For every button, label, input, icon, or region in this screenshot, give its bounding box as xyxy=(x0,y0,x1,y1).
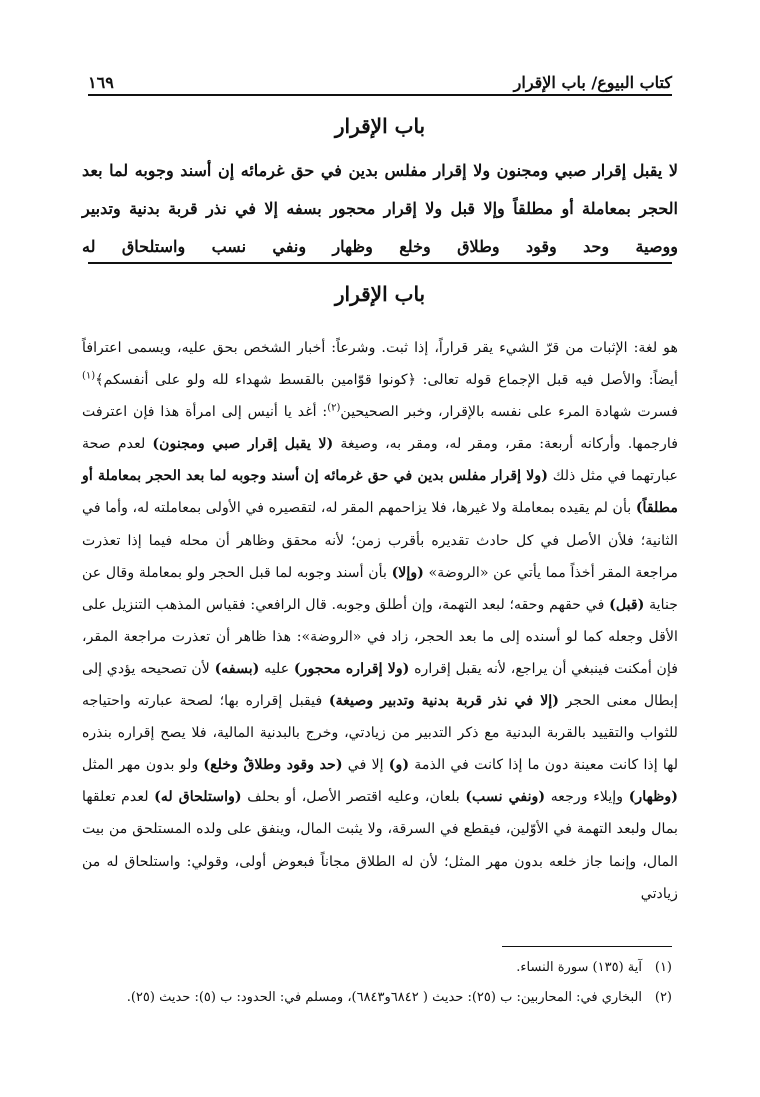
commentary-text: ولو بدون مهر المثل xyxy=(82,757,204,774)
header-divider xyxy=(88,94,672,96)
matn-quote: (ولا إقراره محجور) xyxy=(293,660,410,677)
commentary-text: وإيلاء ورجعه xyxy=(545,789,629,806)
commentary-text: لعدم تعلقها بمال ولبعد التهمة في الأوّلين، فيقطع في السرقة، ولا يثبت المال، وينفق على ولده المستلحق من بيت المال، وإنما جاز خلعه بدون مهر المثل؛ لأن له الطلاق مجاناً فبعوض أولى، وقولي: واستلحاق له من زيادتي xyxy=(82,789,678,902)
footnote-text: آية (١٣٥) سورة النساء. xyxy=(516,960,642,975)
matn-quote: (وظهار) xyxy=(628,789,678,806)
matn-divider xyxy=(88,262,672,264)
matn-quote: (وإلا) xyxy=(391,564,424,581)
matn-quote: (بسفه) xyxy=(214,660,260,677)
footnote-text: البخاري في: المحاربين: ب (٢٥): حديث ( ٦٨٤٢و٦٨٤٣)، ومسلم في: الحدود: ب (٥): حديث (٢٥). xyxy=(126,990,642,1005)
commentary-text: بلعان، وعليه اقتصر الأصل، أو بحلف xyxy=(241,789,466,806)
commentary-text: هو لغة: الإثبات من قرّ الشيء يقر قراراً، إذا ثبت. وشرعاً: أخبار الشخص بحق عليه، ويسمى اعترافاً أيضاً: والأصل فيه قبل الإجماع قوله تعالى: ﴿كونوا قوّامين بالقسط شهداء لله ولو على أنفسكم﴾ xyxy=(82,340,678,389)
matn-quote: (لا يقبل إقرار صبي ومجنون) xyxy=(152,436,334,453)
commentary-text: بأن أسند وجوبه لما قبل الحجر ولو بمعاملة وقال عن جناية xyxy=(82,564,678,613)
footnote-divider xyxy=(502,946,672,947)
commentary-text: : أغد يا أنيس إلى امرأة هذا فإن اعترفت فارجمها. وأركانه أربعة: مقر، ومقر له، ومقر به، وصيغة xyxy=(82,404,678,453)
commentary-paragraph xyxy=(82,332,678,910)
footnote-item xyxy=(82,956,672,980)
matn-quote: (ونفي نسب) xyxy=(465,789,546,806)
footnote-ref: (١) xyxy=(82,370,96,382)
commentary-text: فسرت شهادة المرء على نفسه بالإقرار، وخبر الصحيحين xyxy=(340,404,679,421)
matn-paragraph: لا يقبل إقرار صبي ومجنون ولا إقرار مفلس بدين في حق غرمائه إن أسند وجوبه لما بعد الحجر بمعاملة أو مطلقاً وإلا قبل ولا إقرار محجور بسفه إلا في نذر قربة بدنية وتدبير ووصية وحد وقود وطلاق وخلع وظهار ونفي نسب واستلحاق له xyxy=(82,161,678,256)
sharh-heading: باب الإقرار xyxy=(334,282,426,306)
page-number: ١٦٩ xyxy=(88,73,114,92)
matn-quote: (إلا في نذر قربة بدنية وتدبير وصيغة) xyxy=(328,693,559,710)
footnote-ref: (٢) xyxy=(327,402,341,414)
matn-quote: (حد وقود وطلاقٌ وخلع) xyxy=(203,757,343,774)
commentary-text: فيقبل إقراره بها؛ لصحة عبارته واحتياجه للثواب والتقييد بالقربة البدنية مع ذكر التدبير من زيادتي، وخرج بالبدنية المالية، فلا يصح إقراره بنذره لها إذا كانت معينة دون ما إذا كانت في الذمة xyxy=(82,693,679,774)
footnote-item xyxy=(82,986,672,1010)
commentary-text: لأن تصحيحه يؤدي إلى إبطال معنى الحجر xyxy=(82,660,678,710)
running-head xyxy=(88,62,672,92)
matn-heading: باب الإقرار xyxy=(334,114,426,138)
matn-text-block xyxy=(82,152,678,266)
matn-quote: (و) xyxy=(388,757,410,774)
commentary-text: إلا في xyxy=(342,757,389,774)
commentary-text: لعدم صحة عبارتهما في مثل ذلك xyxy=(82,436,678,485)
matn-quote: (واستلحاق له) xyxy=(154,789,242,806)
footnote-number: (١) xyxy=(654,960,672,975)
footnote-number: (٢) xyxy=(654,990,672,1005)
commentary-text: عليه xyxy=(259,660,294,677)
commentary-text: في حقهم وحقه؛ لبعد التهمة، وإن أطلق وجوبه. قال الرافعي: فقياس المذهب التنزيل على الأقل وجعله كما لو أسنده إلى ما بعد الحجر، زاد في «الروضة»: هذا ظاهر أن تعذرت مراجعة المقر، فإن أمكنت فينبغي أن يراجع، لأنه يقبل إقراره xyxy=(82,596,678,677)
book-chapter-title: كتاب البيوع/ باب الإقرار xyxy=(513,73,672,92)
footnotes xyxy=(82,956,672,1016)
matn-quote: (قبل) xyxy=(609,596,645,613)
matn-quote: (ولا إقرار مفلس بدين في حق غرمائه إن أسند وجوبه لما بعد الحجر بمعاملة أو مطلقاً) xyxy=(82,468,678,517)
sharh-commentary xyxy=(82,332,678,910)
commentary-text: بأن لم يقيده بمعاملة ولا غيرها، فلا يزاحمهم المقر له، لتقصيره في الأولى بمعاملته له، وأما في الثانية؛ فلأن الأصل في كل حادث تقديره بأقرب زمن؛ لأنه محقق وظاهر أن محله فيما إذا تعذرت مراجعة المقر أخذاً مما يأتي عن «الروضة» xyxy=(82,500,678,581)
